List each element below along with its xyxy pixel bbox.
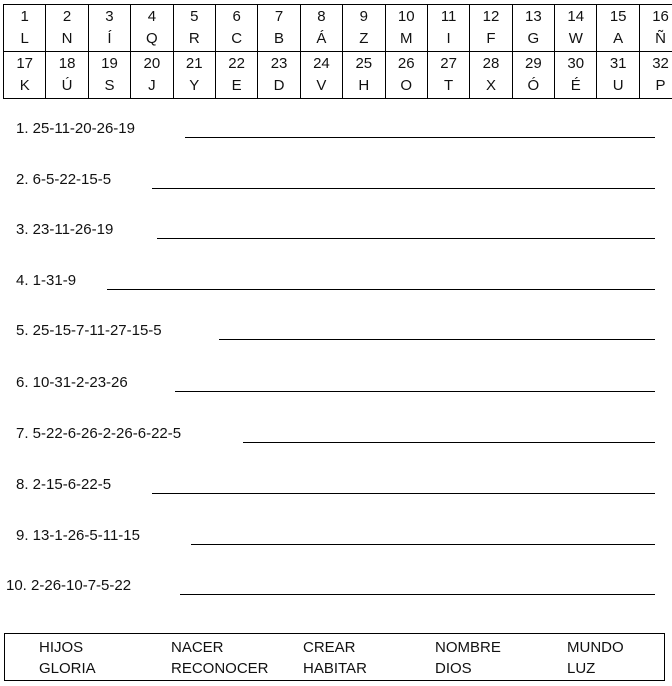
word-bank-item: CREAR (303, 639, 356, 656)
cipher-number: 23 (270, 55, 288, 72)
exercise-item (0, 425, 672, 449)
cipher-number: 19 (101, 55, 118, 72)
cipher-number: 16 (652, 8, 669, 25)
answer-line[interactable] (175, 391, 655, 392)
exercise-item (0, 577, 672, 601)
answer-line[interactable] (107, 289, 655, 290)
cipher-letter: U (612, 77, 624, 94)
cipher-number: 18 (58, 55, 76, 72)
cipher-number: 13 (525, 8, 542, 25)
exercise-code: 2. 6-5-22-15-5 (16, 171, 112, 188)
word-bank-item: HIJOS (39, 639, 84, 656)
cipher-letter: Q (146, 30, 158, 47)
exercise-code: 9. 13-1-26-5-11-15 (16, 527, 140, 544)
word-bank-item: MUNDO (567, 639, 624, 656)
cipher-letter: A (613, 30, 624, 47)
word-bank-item: NOMBRE (435, 639, 501, 656)
cipher-letter: É (570, 77, 581, 94)
cipher-letter: K (19, 77, 30, 94)
cipher-letter: D (273, 77, 285, 94)
cipher-number: 20 (143, 55, 161, 72)
cipher-number: 1 (20, 8, 29, 25)
cipher-letter: P (655, 77, 666, 94)
cipher-letter: Ó (527, 77, 540, 94)
cipher-number: 26 (397, 55, 415, 72)
cipher-letter: N (61, 30, 73, 47)
word-bank-item: LUZ (567, 660, 596, 677)
answer-line[interactable] (243, 442, 655, 443)
exercise-code: 8. 2-15-6-22-5 (16, 476, 112, 493)
exercise-item (0, 476, 672, 500)
cipher-number: 22 (228, 55, 245, 72)
answer-line[interactable] (219, 339, 655, 340)
word-bank-item: GLORIA (39, 660, 96, 677)
answer-line[interactable] (191, 544, 655, 545)
answer-line[interactable] (180, 594, 655, 595)
cipher-number: 8 (317, 8, 326, 25)
cipher-letter: S (104, 77, 115, 94)
cipher-letter: Í (107, 30, 112, 47)
word-bank-item: DIOS (435, 660, 472, 677)
exercise-code: 6. 10-31-2-23-26 (16, 374, 128, 391)
cipher-letter: Ú (61, 77, 73, 94)
cipher-letter: I (446, 30, 451, 47)
cipher-letter: H (358, 77, 370, 94)
answer-line[interactable] (152, 188, 655, 189)
cipher-letter: R (188, 30, 200, 47)
cipher-number: 27 (440, 55, 457, 72)
cipher-number: 32 (652, 55, 669, 72)
answer-line[interactable] (185, 137, 655, 138)
cipher-number: 10 (397, 8, 415, 25)
exercise-item (0, 120, 672, 144)
exercise-item (0, 272, 672, 296)
exercise-item (0, 171, 672, 195)
cipher-letter: O (400, 77, 413, 94)
exercise-code: 4. 1-31-9 (16, 272, 77, 289)
answer-line[interactable] (152, 493, 655, 494)
exercise-item (0, 221, 672, 245)
cipher-number: 2 (62, 8, 72, 25)
cipher-letter: C (231, 30, 243, 47)
word-bank (4, 633, 665, 681)
cipher-letter: Y (189, 77, 200, 94)
exercise-item (0, 322, 672, 346)
cipher-number: 31 (609, 55, 627, 72)
cipher-number: 21 (185, 55, 203, 72)
cipher-number: 9 (359, 8, 368, 25)
exercise-code: 1. 25-11-20-26-19 (16, 120, 135, 137)
cipher-number: 17 (16, 55, 34, 72)
cipher-number: 28 (482, 55, 500, 72)
cipher-letter: J (148, 77, 156, 94)
exercise-code: 3. 23-11-26-19 (16, 221, 114, 238)
word-bank-item: HABITAR (303, 660, 367, 677)
cipher-number: 29 (525, 55, 542, 72)
cipher-number: 15 (609, 8, 627, 25)
cipher-letter: B (274, 30, 285, 47)
answer-line[interactable] (157, 238, 655, 239)
cipher-letter: V (316, 77, 327, 94)
cipher-letter: F (486, 30, 496, 47)
cipher-number: 3 (105, 8, 114, 25)
cipher-number: 5 (190, 8, 199, 25)
cipher-number: 11 (440, 8, 457, 25)
cipher-letter: G (527, 30, 540, 47)
exercise-item (0, 374, 672, 398)
cipher-letter: M (399, 30, 413, 47)
cipher-number: 25 (355, 55, 373, 72)
cipher-letter: T (444, 77, 454, 94)
cipher-letter: E (231, 77, 242, 94)
cipher-number: 6 (232, 8, 241, 25)
exercise-code: 7. 5-22-6-26-2-26-6-22-5 (16, 425, 182, 442)
cipher-number: 14 (567, 8, 585, 25)
word-bank-item: NACER (171, 639, 224, 656)
cipher-number: 4 (147, 8, 157, 25)
cipher-letter: W (568, 30, 583, 47)
exercise-code: 5. 25-15-7-11-27-15-5 (16, 322, 162, 339)
cipher-letter: L (20, 30, 29, 47)
exercise-code: 10. 2-26-10-7-5-22 (6, 577, 132, 594)
cipher-letter: Ñ (655, 30, 666, 47)
exercise-item (0, 527, 672, 551)
cipher-number: 30 (567, 55, 585, 72)
cipher-letter: Á (316, 30, 327, 47)
word-bank-item: RECONOCER (171, 660, 269, 677)
cipher-letter: Z (359, 30, 369, 47)
cipher-letter: X (485, 77, 496, 94)
cipher-number: 7 (274, 8, 284, 25)
cipher-number: 24 (313, 55, 330, 72)
cipher-number: 12 (482, 8, 500, 25)
